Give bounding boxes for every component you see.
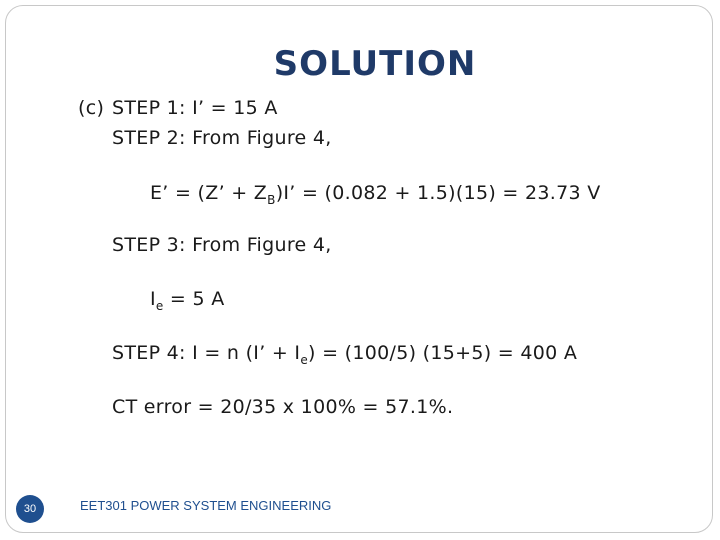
step-1-line: [78, 97, 278, 119]
equation-e-prime: [150, 182, 601, 207]
step-2-text: STEP 2: From Figure 4,: [112, 127, 332, 149]
equation-ie: [150, 288, 225, 313]
footer-course-title: EET301 POWER SYSTEM ENGINEERING: [80, 498, 332, 513]
equation-ie-prefix: I: [150, 288, 156, 310]
slide-frame: [5, 5, 713, 533]
equation-e-prime-suffix: )I’ = (0.082 + 1.5)(15) = 23.73 V: [275, 182, 601, 204]
equation-e-prime-prefix: E’ = (Z’ + Z: [150, 182, 268, 204]
step-4-subscript: e: [300, 353, 309, 367]
step-3-text: STEP 3: From Figure 4,: [112, 234, 332, 256]
step-4-prefix: STEP 4: I = n (I’ + I: [112, 342, 301, 364]
part-label: (c): [78, 97, 105, 119]
equation-ie-subscript: e: [155, 299, 164, 313]
step-4-suffix: ) = (100/5) (15+5) = 400 A: [308, 342, 578, 364]
ct-error-text: CT error = 20/35 x 100% = 57.1%.: [112, 396, 454, 418]
page-number-badge: 30: [16, 495, 44, 523]
equation-ie-suffix: = 5 A: [163, 288, 225, 310]
slide-title: SOLUTION: [273, 44, 477, 84]
step-4-line: [112, 342, 578, 367]
equation-e-prime-subscript: B: [267, 193, 276, 207]
step-1-text: STEP 1: I’ = 15 A: [112, 97, 278, 119]
